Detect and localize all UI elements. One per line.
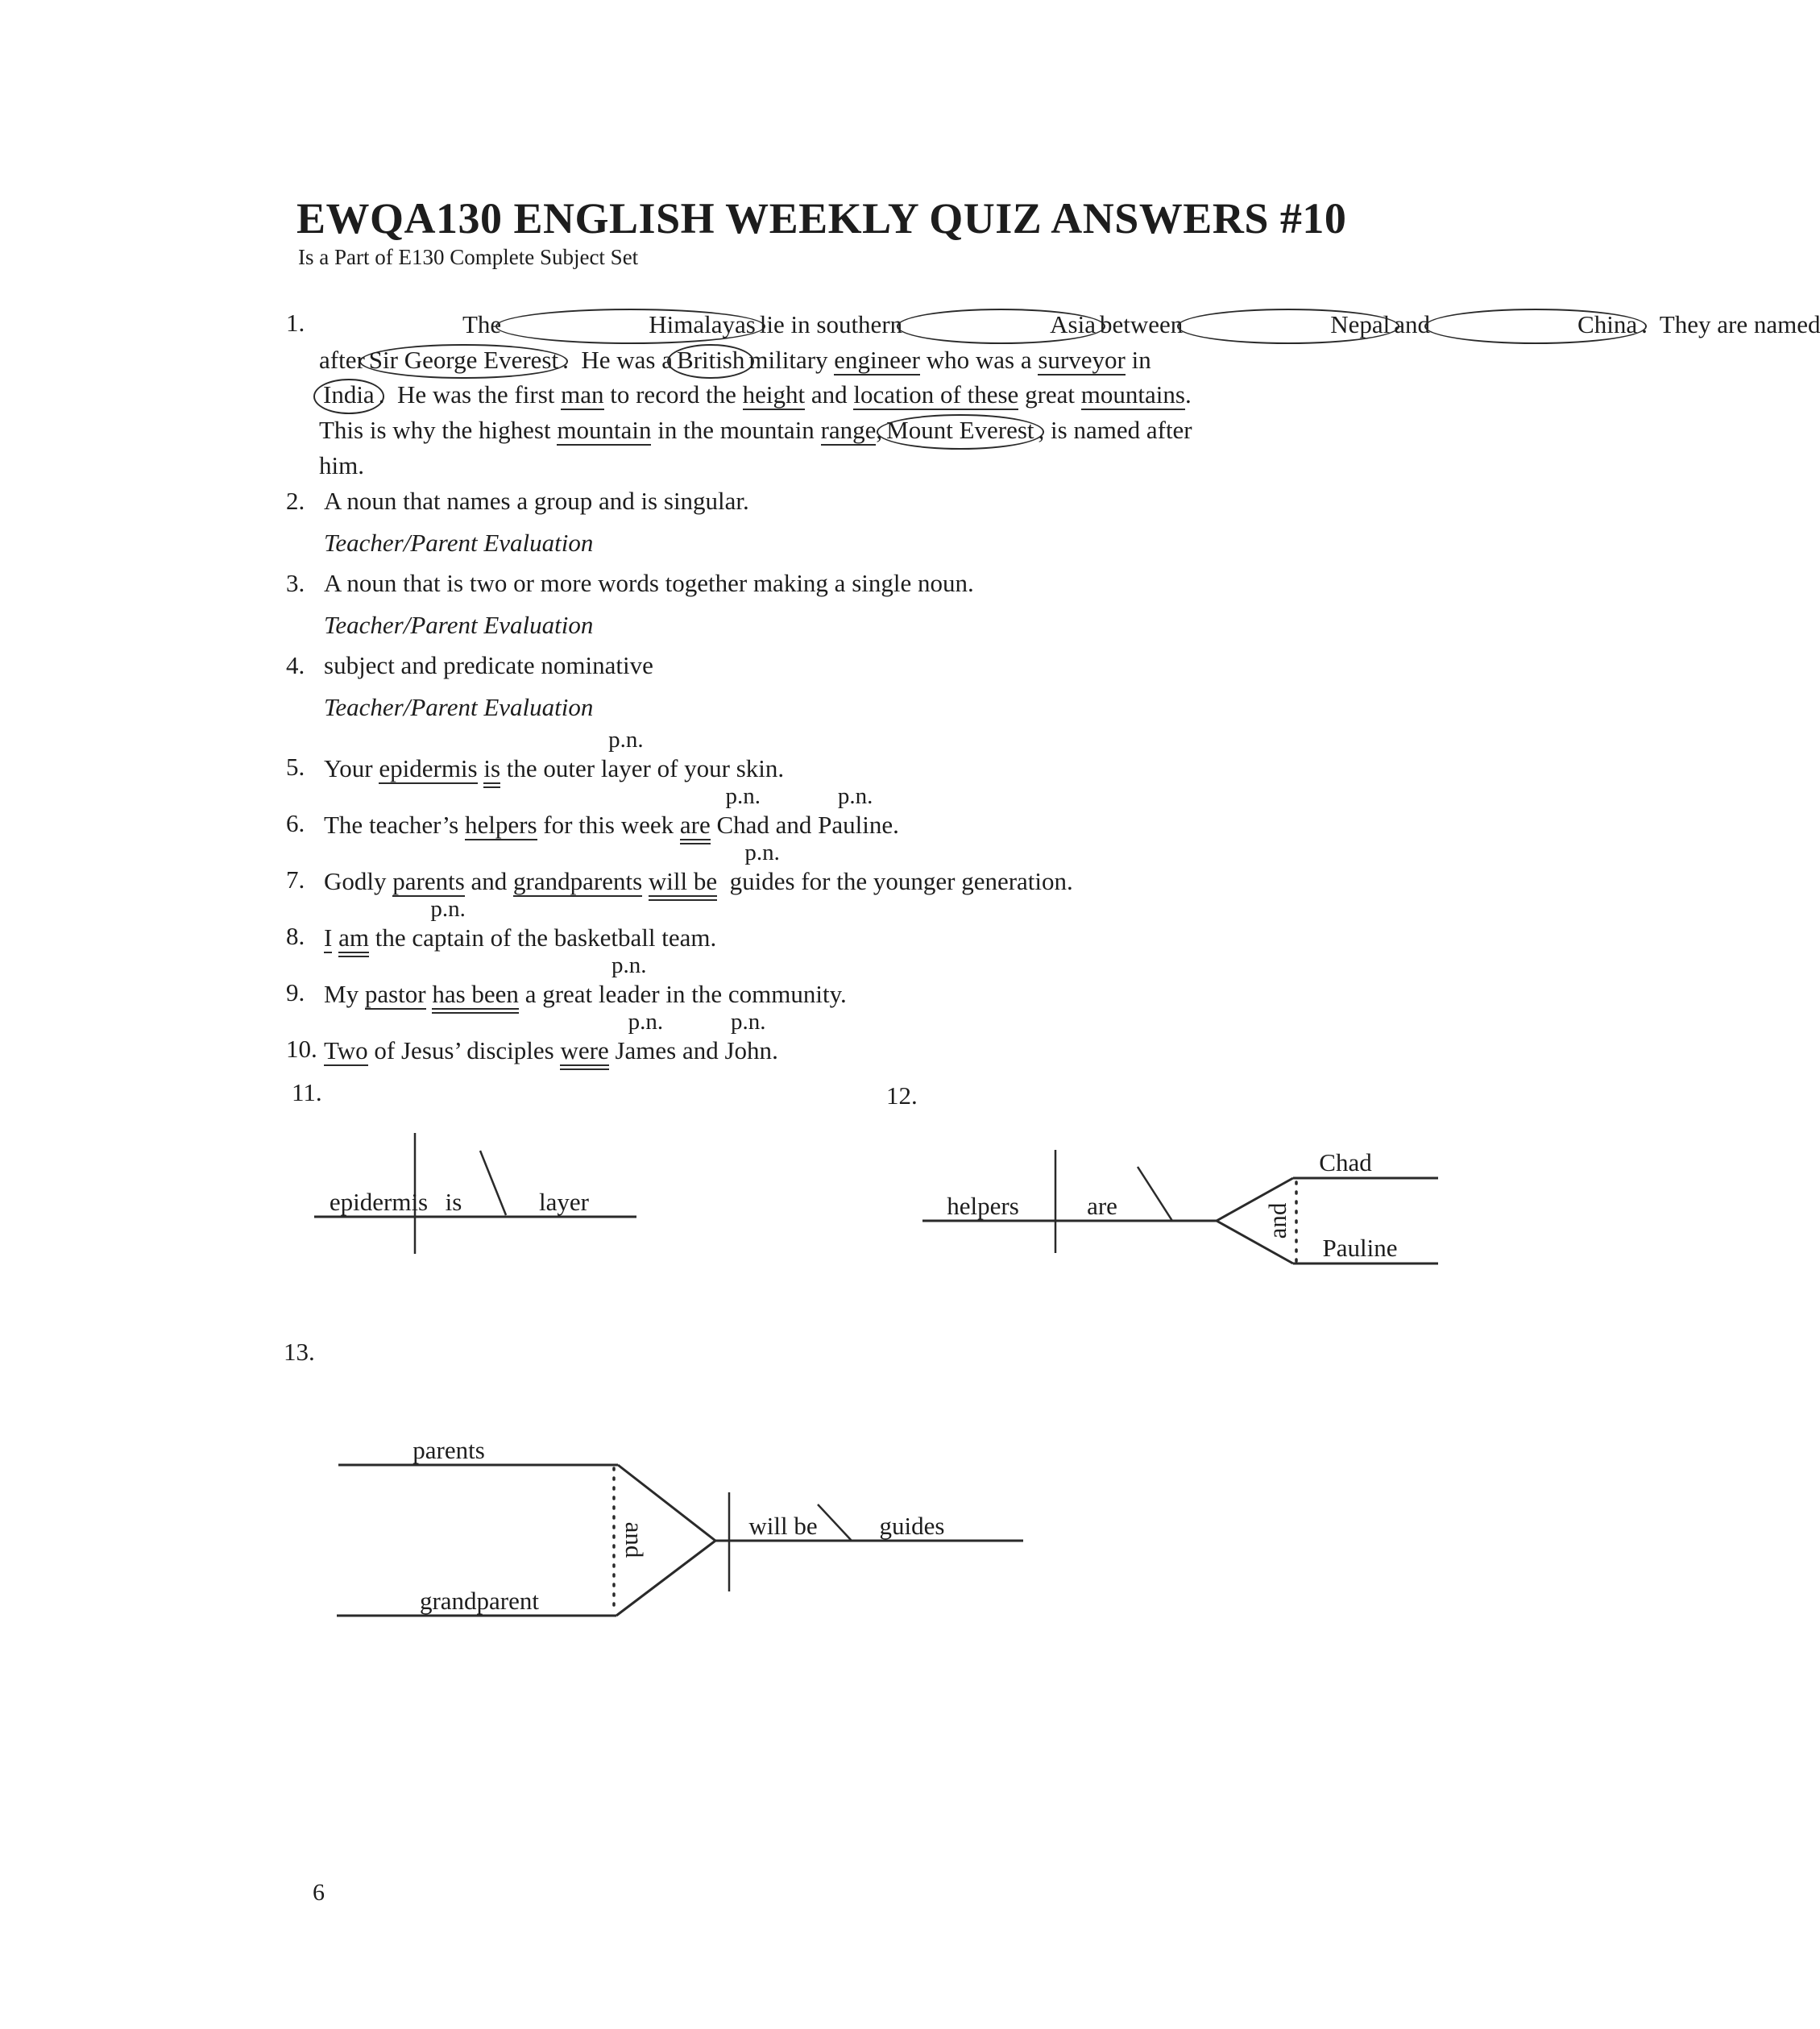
text-segment: captain bbox=[412, 923, 484, 952]
pn-label-row bbox=[324, 893, 716, 922]
text-segment: after bbox=[319, 345, 365, 374]
underlined-word: epidermis bbox=[379, 754, 478, 782]
sentence-text bbox=[319, 450, 1820, 482]
underlined-word: height bbox=[742, 380, 806, 409]
text-segment: guides bbox=[729, 867, 795, 895]
text-segment: the outer bbox=[500, 754, 601, 782]
paragraph-line bbox=[319, 450, 1820, 482]
pn-label-row bbox=[324, 836, 1073, 865]
text-segment: John bbox=[724, 1036, 773, 1064]
pn-label: p.n. bbox=[430, 896, 466, 922]
text-segment: of the basketball team. bbox=[483, 923, 717, 952]
pn-label-row bbox=[324, 780, 899, 809]
underlined-word: were bbox=[560, 1036, 608, 1070]
pn-label: p.n. bbox=[744, 840, 780, 865]
text-segment: The teacher’s bbox=[324, 811, 465, 839]
labeled-sentence bbox=[324, 780, 899, 841]
labeled-sentence bbox=[324, 836, 1073, 898]
pn-label: p.n. bbox=[612, 952, 647, 978]
text-segment: The bbox=[462, 310, 502, 338]
text-segment: in the mountain bbox=[651, 415, 821, 444]
item-text: A noun that is two or more words together making a single noun. bbox=[324, 569, 974, 597]
diagram-subject: helpers bbox=[947, 1192, 1019, 1220]
teacher-parent-evaluation: Teacher/Parent Evaluation bbox=[324, 611, 594, 639]
text-segment: . He was a bbox=[562, 345, 673, 374]
underlined-word: parents bbox=[392, 867, 465, 895]
sentence-text bbox=[319, 379, 1820, 414]
paragraph-line bbox=[319, 414, 1820, 450]
pn-label: p.n. bbox=[731, 1009, 766, 1035]
underlined-word: grandparents bbox=[513, 867, 643, 895]
underlined-word: are bbox=[680, 811, 711, 844]
underlined-word: am bbox=[338, 923, 369, 957]
pn-label: p.n. bbox=[725, 783, 761, 809]
pn-label-row bbox=[324, 1006, 778, 1035]
underlined-word: is bbox=[483, 754, 500, 788]
predicate-nominative-slant bbox=[1138, 1167, 1172, 1221]
teacher-parent-evaluation: Teacher/Parent Evaluation bbox=[324, 529, 594, 557]
diagram-verb: will be bbox=[748, 1512, 818, 1540]
diagram-subject-bottom: grandparent bbox=[419, 1587, 540, 1615]
item-number-13: 13. bbox=[284, 1338, 315, 1366]
diagram-complement-top: Chad bbox=[1319, 1148, 1372, 1176]
text-segment bbox=[717, 867, 730, 895]
labeled-sentence bbox=[324, 1006, 778, 1067]
text-segment: great bbox=[1018, 380, 1081, 409]
diagram-subject-top: parents bbox=[413, 1436, 485, 1464]
paragraph-line bbox=[319, 344, 1820, 380]
text-segment: . bbox=[772, 1036, 778, 1064]
text-segment: military bbox=[748, 345, 835, 374]
text-segment bbox=[332, 923, 338, 952]
item-number: 3. bbox=[286, 569, 305, 597]
text-segment bbox=[642, 867, 649, 895]
item-number: 1. bbox=[286, 309, 305, 337]
underlined-word: Two bbox=[324, 1036, 368, 1064]
diagram-verb: are bbox=[1087, 1192, 1117, 1220]
pn-label-row bbox=[324, 724, 784, 753]
text-segment: and bbox=[464, 867, 514, 895]
text-segment: for the younger generation. bbox=[794, 867, 1073, 895]
text-segment: Pauline bbox=[818, 811, 893, 839]
circled-word: Asia bbox=[897, 309, 1105, 344]
underlined-word: range bbox=[820, 415, 877, 444]
underlined-word: helpers bbox=[465, 811, 537, 839]
diagram-conjunction: and bbox=[620, 1521, 649, 1558]
circled-word: India bbox=[313, 379, 384, 414]
predicate-nominative-slant bbox=[480, 1151, 506, 1215]
underlined-word: engineer bbox=[834, 345, 920, 374]
sentence-text bbox=[319, 309, 1820, 344]
text-segment: him. bbox=[319, 450, 364, 479]
sentence-text bbox=[324, 1035, 778, 1067]
diagram-verb: is bbox=[445, 1188, 462, 1216]
diagram-complement-bottom: Pauline bbox=[1322, 1234, 1398, 1262]
text-segment: . He was the first bbox=[378, 380, 562, 409]
circled-word: Sir George Everest bbox=[359, 344, 568, 380]
page-title: EWQA130 ENGLISH WEEKLY QUIZ ANSWERS #10 bbox=[296, 194, 1347, 243]
text-segment: between bbox=[1099, 310, 1184, 338]
diagram-conjunction: and bbox=[1263, 1202, 1291, 1239]
underlined-word: I bbox=[324, 923, 333, 952]
pn-label-row bbox=[324, 949, 847, 978]
underlined-word: has been bbox=[432, 980, 519, 1014]
predicate-nominative-slant bbox=[818, 1504, 852, 1541]
text-segment: a great bbox=[518, 980, 599, 1008]
item-number: 6. bbox=[286, 809, 305, 837]
paragraph-line bbox=[319, 309, 1820, 344]
paragraph-line bbox=[319, 379, 1820, 414]
text-segment: layer bbox=[600, 754, 651, 782]
circled-word: British bbox=[667, 344, 754, 380]
text-segment: My bbox=[324, 980, 365, 1008]
text-segment: lie in southern bbox=[759, 310, 903, 338]
item-number: 4. bbox=[286, 651, 305, 679]
text-segment: This is why the highest bbox=[319, 415, 558, 444]
diagram-subject: epidermis bbox=[329, 1188, 429, 1216]
sentence-text bbox=[319, 344, 1820, 380]
pn-label: p.n. bbox=[608, 727, 644, 753]
item-number: 7. bbox=[286, 865, 305, 894]
text-segment: who was a bbox=[920, 345, 1039, 374]
text-segment: of your skin. bbox=[650, 754, 785, 782]
item-1-paragraph bbox=[319, 309, 1820, 482]
labeled-sentence bbox=[324, 893, 716, 954]
underlined-word: mountains bbox=[1080, 380, 1185, 409]
item-number: 10. bbox=[286, 1035, 317, 1063]
text-segment: the bbox=[368, 923, 413, 952]
circled-word: Nepal bbox=[1177, 309, 1399, 344]
item-text: A noun that names a group and is singular. bbox=[324, 487, 749, 515]
text-segment: Your bbox=[324, 754, 379, 782]
item-text: subject and predicate nominative bbox=[324, 651, 653, 679]
text-segment: , bbox=[876, 415, 883, 444]
text-segment: and bbox=[805, 380, 854, 409]
circled-word: Himalayas bbox=[495, 309, 765, 344]
underlined-word: location of these bbox=[853, 380, 1019, 409]
text-segment: for this week bbox=[537, 811, 680, 839]
labeled-sentence bbox=[324, 949, 847, 1010]
circled-word: China bbox=[1424, 309, 1647, 344]
text-segment: and bbox=[1394, 310, 1431, 338]
underlined-word: man bbox=[561, 380, 604, 409]
item-number-12: 12. bbox=[886, 1081, 918, 1110]
item-number: 2. bbox=[286, 487, 305, 515]
sentence-diagram-12 bbox=[902, 1140, 1466, 1285]
labeled-sentence bbox=[324, 724, 784, 785]
text-segment: , is named after bbox=[1038, 415, 1192, 444]
diagram-complement: layer bbox=[539, 1188, 589, 1216]
page-subtitle: Is a Part of E130 Complete Subject Set bbox=[298, 245, 639, 269]
text-segment: . bbox=[893, 811, 899, 839]
item-number: 8. bbox=[286, 922, 305, 950]
text-segment: of Jesus’ disciples bbox=[367, 1036, 561, 1064]
text-segment: Godly bbox=[324, 867, 393, 895]
teacher-parent-evaluation: Teacher/Parent Evaluation bbox=[324, 693, 594, 721]
page-number: 6 bbox=[313, 1879, 325, 1906]
text-segment: in the community. bbox=[659, 980, 847, 1008]
underlined-word: mountain bbox=[557, 415, 652, 444]
item-number: 9. bbox=[286, 978, 305, 1006]
sentence-diagram-13 bbox=[318, 1426, 1430, 1716]
underlined-word: pastor bbox=[364, 980, 426, 1008]
text-segment: . bbox=[1184, 380, 1192, 409]
text-segment: and bbox=[769, 811, 819, 839]
text-segment: in bbox=[1125, 345, 1151, 374]
item-number: 5. bbox=[286, 753, 305, 781]
underlined-word: will be bbox=[649, 867, 717, 901]
text-segment: to record the bbox=[603, 380, 743, 409]
text-segment: and bbox=[676, 1036, 725, 1064]
underlined-word: surveyor bbox=[1038, 345, 1126, 374]
sentence-text bbox=[319, 414, 1820, 450]
text-segment: Chad bbox=[716, 811, 769, 839]
text-segment: James bbox=[615, 1036, 677, 1064]
item-number-11: 11. bbox=[292, 1078, 322, 1106]
pn-label: p.n. bbox=[837, 783, 873, 809]
text-segment: . They are named bbox=[1641, 310, 1820, 338]
pn-label: p.n. bbox=[628, 1009, 664, 1035]
circled-word: Mount Everest bbox=[877, 414, 1043, 450]
sentence-diagram-11 bbox=[298, 1120, 862, 1281]
text-segment: leader bbox=[598, 980, 660, 1008]
diagram-complement: guides bbox=[879, 1512, 945, 1540]
